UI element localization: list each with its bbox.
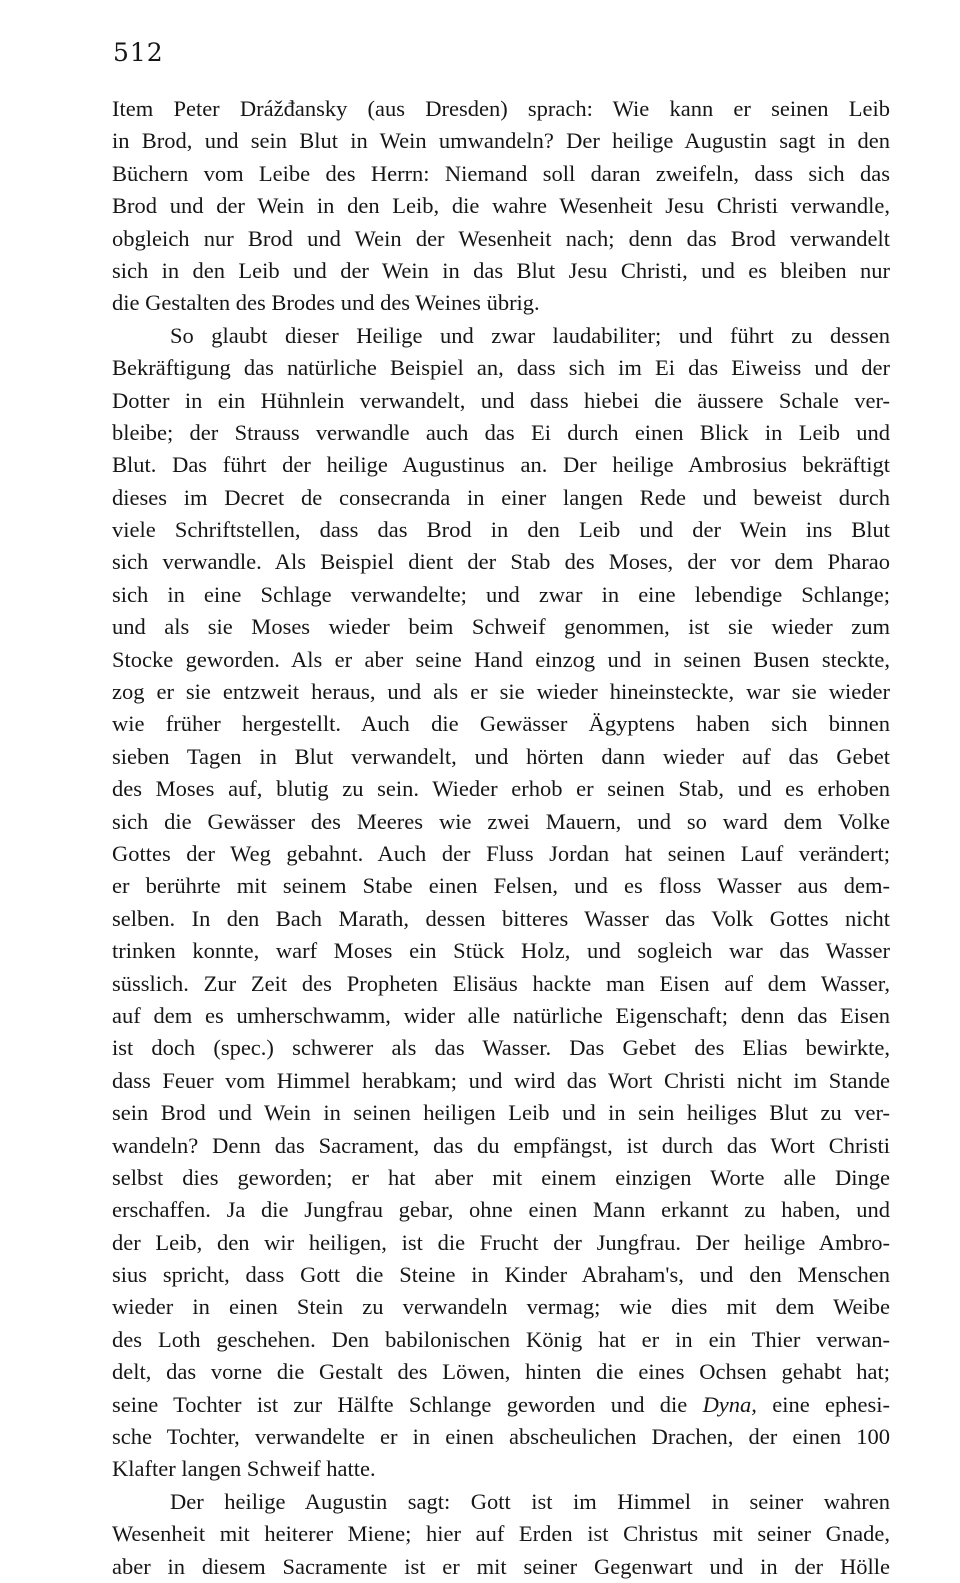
text-line: süsslich. Zur Zeit des Propheten Elisäus hackte man Eisen auf dem Wasser,	[112, 970, 890, 996]
text-line: auf dem es umherschwamm, wider alle natürliche Eigenschaft; denn das Eisen	[112, 1002, 890, 1028]
text-line: dieses im Decret de consecranda in einer langen Rede und beweist durch	[112, 484, 890, 510]
text-line: selben. In den Bach Marath, dessen bitteres Wasser das Volk Gottes nicht	[112, 905, 890, 931]
text-line: Der heilige Augustin sagt: Gott ist im Himmel in seiner wahren	[170, 1488, 890, 1514]
text-line: des Moses auf, blutig zu sein. Wieder erhob er seinen Stab, und es erhoben	[112, 776, 890, 802]
text-line: selbst dies geworden; er hat aber mit einem einzigen Worte alle Dinge	[112, 1164, 890, 1190]
text-line: Klafter langen Schweif hatte.	[112, 1456, 376, 1482]
text-line: delt, das vorne die Gestalt des Löwen, hinten die eines Ochsen gehabt hat;	[112, 1359, 890, 1385]
paragraph	[112, 320, 890, 1486]
italic-name: Dyna,	[702, 1391, 757, 1417]
body-text	[112, 93, 890, 1583]
text-line: sein Brod und Wein in seinen heiligen Leib und in sein heiliges Blut zu ver-	[112, 1100, 890, 1126]
text-line: Stocke geworden. Als er aber seine Hand einzog und in seinen Busen steckte,	[112, 646, 890, 672]
text-line	[112, 1389, 890, 1421]
text-line: wie früher hergestellt. Auch die Gewässer Ägyptens haben sich binnen	[112, 711, 890, 737]
text-line: obgleich nur Brod und Wein der Wesenheit nach; denn das Brod verwandelt	[112, 225, 890, 251]
text-segment: seine Tochter ist zur Hälfte Schlange geworden und die	[112, 1391, 703, 1417]
text-line: Item Peter Drážđansky (aus Dresden) sprach: Wie kann er seinen Leib	[112, 96, 890, 121]
text-line: sche Tochter, verwandelte er in einen abscheulichen Drachen, der einen 100	[112, 1424, 890, 1450]
text-line: der Leib, den wir heiligen, ist die Frucht der Jungfrau. Der heilige Ambro-	[112, 1229, 890, 1255]
text-line: wandeln? Denn das Sacrament, das du empfängst, ist durch das Wort Christi	[112, 1132, 890, 1158]
text-line: Dotter in ein Hühnlein verwandelt, und dass hiebei die äussere Schale ver-	[112, 387, 890, 413]
text-line: ist doch (spec.) schwerer als das Wasser. Das Gebet des Elias bewirkte,	[112, 1035, 890, 1061]
text-line: er berührte mit seinem Stabe einen Felsen, und es floss Wasser aus dem-	[112, 873, 890, 899]
text-line: sieben Tagen in Blut verwandelt, und hörten dann wieder auf das Gebet	[112, 743, 890, 769]
text-line: erschaffen. Ja die Jungfrau gebar, ohne einen Mann erkannt zu haben, und	[112, 1197, 890, 1223]
text-line: Gottes der Weg gebahnt. Auch der Fluss Jordan hat seinen Lauf verändert;	[112, 840, 890, 866]
text-line: So glaubt dieser Heilige und zwar laudabiliter; und führt zu dessen	[170, 322, 890, 348]
text-line: Blut. Das führt der heilige Augustinus an. Der heilige Ambrosius bekräftigt	[112, 452, 890, 478]
text-line: sius spricht, dass Gott die Steine in Kinder Abraham's, und den Menschen	[112, 1262, 890, 1288]
text-line: des Loth geschehen. Den babilonischen König hat er in ein Thier verwan-	[112, 1326, 890, 1352]
text-line: sich die Gewässer des Meeres wie zwei Mauern, und so ward dem Volke	[112, 808, 890, 834]
text-line: in Brod, und sein Blut in Wein umwandeln? Der heilige Augustin sagt in den	[112, 128, 890, 154]
text-line: sich in eine Schlage verwandelte; und zwar in eine lebendige Schlange;	[112, 581, 890, 607]
text-line: Wesenheit mit heiterer Miene; hier auf Erden ist Christus mit seiner Gnade,	[112, 1521, 890, 1547]
text-line: und als sie Moses wieder beim Schweif genommen, ist sie wieder zum	[112, 614, 890, 640]
text-line: Brod und der Wein in den Leib, die wahre Wesenheit Jesu Christi verwandle,	[112, 193, 890, 219]
page-number: 512	[113, 38, 164, 67]
text-line: zog er sie entzweit heraus, und als er sie wieder hineinsteckte, war sie wieder	[112, 679, 890, 705]
paragraph	[112, 93, 890, 320]
paragraph	[112, 1486, 890, 1583]
text-line: sich in den Leib und der Wein in das Blut Jesu Christi, und es bleiben nur	[112, 257, 890, 283]
text-line: Büchern vom Leibe des Herrn: Niemand soll daran zweifeln, dass sich das	[112, 160, 890, 186]
text-line: dass Feuer vom Himmel herabkam; und wird das Wort Christi nicht im Stande	[112, 1067, 890, 1093]
text-line: trinken konnte, warf Moses ein Stück Holz, und sogleich war das Wasser	[112, 938, 890, 964]
text-line: wieder in einen Stein zu verwandeln vermag; wie dies mit dem Weibe	[112, 1294, 890, 1320]
text-line: die Gestalten des Brodes und des Weines übrig.	[112, 290, 540, 316]
text-line: viele Schriftstellen, dass das Brod in den Leib und der Wein ins Blut	[112, 517, 890, 543]
text-segment: eine ephesi-	[756, 1391, 890, 1417]
text-line: Bekräftigung das natürliche Beispiel an, dass sich im Ei das Eiweiss und der	[112, 355, 890, 381]
text-line: aber in diesem Sacramente ist er mit seiner Gegenwart und in der Hölle	[112, 1553, 890, 1579]
text-line: sich verwandle. Als Beispiel dient der Stab des Moses, der vor dem Pharao	[112, 549, 890, 575]
text-line: bleibe; der Strauss verwandle auch das Ei durch einen Blick in Leib und	[112, 419, 890, 445]
